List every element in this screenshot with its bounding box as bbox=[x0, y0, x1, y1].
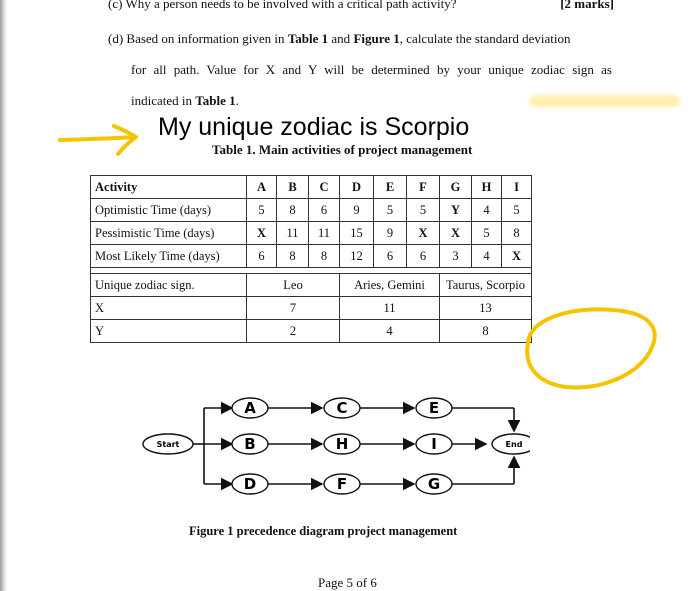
arrow-annotation-icon bbox=[58, 122, 142, 158]
node-h bbox=[324, 434, 360, 454]
highlighter-mark bbox=[530, 95, 680, 107]
question-c-marks: [2 marks] bbox=[560, 0, 614, 11]
table-row bbox=[91, 222, 532, 245]
node-g bbox=[416, 474, 452, 494]
y-value: 8 bbox=[440, 320, 532, 343]
header-col: G bbox=[440, 176, 472, 199]
table-cell: 4 bbox=[472, 199, 502, 222]
node-d bbox=[232, 474, 268, 494]
zodiac-group: Aries, Gemini bbox=[340, 274, 440, 297]
x-value: 7 bbox=[247, 297, 340, 320]
question-d-line3: indicated in Table 1. bbox=[131, 93, 239, 108]
row-label: Unique zodiac sign. bbox=[91, 274, 247, 297]
row-label: Pessimistic Time (days) bbox=[91, 222, 247, 245]
svg-text:E: E bbox=[428, 399, 440, 417]
node-a bbox=[232, 398, 268, 418]
header-label: Activity bbox=[91, 176, 247, 199]
table-cell: 15 bbox=[340, 222, 374, 245]
node-i bbox=[416, 434, 452, 454]
table-cell: 5 bbox=[472, 222, 502, 245]
table-cell: X bbox=[502, 245, 532, 268]
svg-text:G: G bbox=[427, 475, 441, 493]
x-row bbox=[91, 297, 532, 320]
table-cell: 6 bbox=[247, 245, 277, 268]
x-value: 11 bbox=[340, 297, 440, 320]
question-c: (c) Why a person needs to be involved with a critical path activity? bbox=[108, 0, 457, 11]
table-cell: 12 bbox=[340, 245, 374, 268]
table-cell: 4 bbox=[472, 245, 502, 268]
hand-drawn-circle-annotation bbox=[522, 303, 662, 395]
table-cell: 11 bbox=[309, 222, 340, 245]
table-cell: Y bbox=[440, 199, 472, 222]
node-c bbox=[324, 398, 360, 418]
table-cell: 5 bbox=[247, 199, 277, 222]
table-cell: X bbox=[247, 222, 277, 245]
header-col: F bbox=[407, 176, 440, 199]
activities-table bbox=[90, 175, 532, 343]
figure-caption: Figure 1 precedence diagram project management bbox=[189, 524, 458, 538]
table-cell: 8 bbox=[502, 222, 532, 245]
table-cell: 5 bbox=[407, 199, 440, 222]
table-cell: 8 bbox=[309, 245, 340, 268]
x-value: 13 bbox=[440, 297, 532, 320]
question-d-line2: for all path. Value for X and Y will be determined by your unique zodiac sign as bbox=[131, 62, 612, 77]
svg-text:C: C bbox=[336, 399, 348, 417]
header-col: D bbox=[340, 176, 374, 199]
question-d-line1: (d) Based on information given in Table 1 and Figure 1, calculate the standard deviation bbox=[108, 31, 571, 46]
table-cell: X bbox=[407, 222, 440, 245]
table-cell: 6 bbox=[309, 199, 340, 222]
node-f bbox=[324, 474, 360, 494]
y-value: 2 bbox=[247, 320, 340, 343]
node-e bbox=[416, 398, 452, 418]
zodiac-annotation: My unique zodiac is Scorpio bbox=[158, 113, 470, 141]
table-cell: 9 bbox=[374, 222, 407, 245]
svg-text:F: F bbox=[336, 475, 348, 493]
y-value: 4 bbox=[340, 320, 440, 343]
start-node bbox=[143, 434, 193, 454]
y-row bbox=[91, 320, 532, 343]
svg-text:End: End bbox=[505, 440, 523, 449]
node-b bbox=[232, 434, 268, 454]
table-cell: 11 bbox=[277, 222, 309, 245]
row-label: Optimistic Time (days) bbox=[91, 199, 247, 222]
svg-text:I: I bbox=[431, 435, 437, 453]
zodiac-group: Leo bbox=[247, 274, 340, 297]
table-header-row bbox=[91, 176, 532, 199]
page-left-shadow bbox=[0, 0, 8, 591]
table-cell: 6 bbox=[407, 245, 440, 268]
row-label: Most Likely Time (days) bbox=[91, 245, 247, 268]
svg-text:D: D bbox=[243, 475, 257, 493]
page-number: Page 5 of 6 bbox=[318, 575, 377, 590]
end-node bbox=[492, 434, 530, 454]
table-cell: 8 bbox=[277, 199, 309, 222]
table-row bbox=[91, 199, 532, 222]
header-col: A bbox=[247, 176, 277, 199]
precedence-diagram bbox=[130, 388, 530, 500]
table-caption: Table 1. Main activities of project management bbox=[212, 142, 473, 157]
svg-text:A: A bbox=[244, 399, 256, 417]
row-label: X bbox=[91, 297, 247, 320]
table-cell: 3 bbox=[440, 245, 472, 268]
svg-text:H: H bbox=[335, 435, 349, 453]
header-col: E bbox=[374, 176, 407, 199]
table-cell: 5 bbox=[374, 199, 407, 222]
header-col: H bbox=[472, 176, 502, 199]
row-label: Y bbox=[91, 320, 247, 343]
header-col: C bbox=[309, 176, 340, 199]
table-cell: 9 bbox=[340, 199, 374, 222]
table-cell: X bbox=[440, 222, 472, 245]
table-cell: 6 bbox=[374, 245, 407, 268]
zodiac-group: Taurus, Scorpio bbox=[440, 274, 532, 297]
table-row bbox=[91, 245, 532, 268]
header-col: I bbox=[502, 176, 532, 199]
table-cell: 8 bbox=[277, 245, 309, 268]
zodiac-row bbox=[91, 274, 532, 297]
header-col: B bbox=[277, 176, 309, 199]
svg-text:Start: Start bbox=[156, 440, 180, 449]
svg-text:B: B bbox=[244, 435, 256, 453]
table-cell: 5 bbox=[502, 199, 532, 222]
